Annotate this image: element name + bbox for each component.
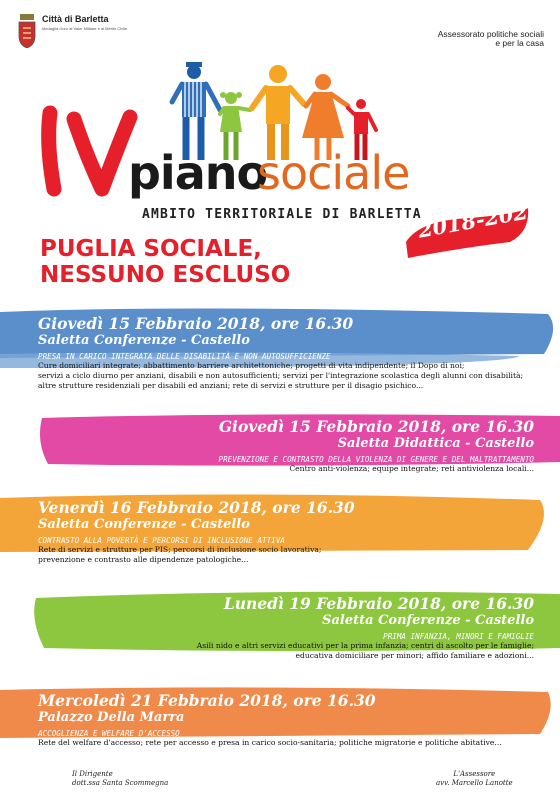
event-4-place: Saletta Conferenze - Castello [322, 613, 534, 628]
dirigente-name: dott.ssa Santa Scommegna [72, 779, 169, 787]
logo-word-sociale: sociale [257, 146, 410, 200]
event-4-line-1: Asili nido e altri servizi educativi per la prima infanzia; centri di ascolto per le famiglie; [196, 641, 534, 650]
event-2-date: Giovedì 15 Febbraio 2018, ore 16.30 [218, 417, 534, 436]
event-band-5 [0, 686, 560, 756]
event-3-date: Venerdì 16 Febbraio 2018, ore 16.30 [38, 498, 355, 517]
event-5-topic: ACCOGLIENZA E WELFARE D'ACCESSO [38, 729, 180, 738]
event-1-line-3: altre strutture residenziali per disabili ed anziani; rete di servizi e strutture per il disagio psichico... [38, 381, 424, 390]
years-label: 2018-2020 [416, 196, 545, 243]
event-3-line-2: prevenzione e contrasto alle dipendenze patologiche... [38, 555, 249, 564]
event-5-date: Mercoledì 21 Febbraio 2018, ore 16.30 [38, 691, 376, 710]
city-name: Città di Barletta [42, 14, 109, 24]
event-4-date: Lunedì 19 Febbraio 2018, ore 16.30 [223, 594, 534, 613]
event-1-topic: PRESA IN CARICO INTEGRATA DELLE DISABILITÀ E NON AUTOSUFFICIENZE [38, 352, 331, 361]
event-2-line-1: Centro anti-violenza; equipe integrate; reti antiviolenza locali... [289, 464, 534, 473]
dirigente-role: Il Dirigente [72, 770, 113, 778]
ambito-territoriale-label: AMBITO TERRITORIALE DI BARLETTA [142, 207, 422, 222]
event-3-line-1: Rete di servizi e strutture per PIS; percorsi di inclusione socio lavorativa; [38, 545, 322, 554]
logo-word-piano: piano [128, 146, 268, 200]
assessorato-line-2: e per la casa [495, 38, 544, 48]
event-4-line-2: educativa domiciliare per minori; affido familiare e adozioni... [295, 651, 534, 660]
event-1-place: Saletta Conferenze - Castello [38, 333, 250, 348]
assessore-name: avv. Marcello Lanotte [436, 779, 513, 787]
signature-assessore [436, 770, 513, 788]
event-5-line-1: Rete del welfare d'accesso; rete per accesso e presa in carico socio-sanitaria; politiche migratorie e politiche abitative... [38, 738, 502, 747]
event-2-topic: PREVENZIONE E CONTRASTO DELLA VIOLENZA DI GENERE E DEL MALTRATTAMENTO [218, 455, 534, 464]
event-band-1 [0, 308, 560, 408]
event-1-line-2: servizi a ciclo diurno per anziani, disabili e non autosufficienti; servizi per l'integrazione scolastica degli alunni con disabilità; [38, 371, 524, 380]
assessore-role: L'Assessore [453, 770, 496, 778]
event-4-topic: PRIMA INFANZIA, MINORI E FAMIGLIE [383, 632, 534, 641]
event-band-4 [0, 590, 560, 674]
event-band-3 [0, 492, 560, 576]
city-subtitle: Medaglia d'oro al Valor Militare e al Merito Civile [42, 26, 128, 31]
event-1-date: Giovedì 15 Febbraio 2018, ore 16.30 [38, 314, 354, 333]
slogan-line-1: PUGLIA SOCIALE, [40, 236, 262, 262]
assessorato-label [394, 30, 544, 48]
city-crest-icon [18, 14, 36, 48]
event-1-line-1: Cure domiciliari integrate; abbattimento barriere architettoniche; progetti di vita indipendente; il Dopo di noi; [38, 361, 465, 370]
event-2-place: Saletta Didattica - Castello [337, 436, 534, 451]
signature-dirigente [72, 770, 168, 788]
roman-numeral-iv [40, 105, 140, 197]
event-5-place: Palazzo Della Marra [38, 710, 185, 725]
slogan-line-2: NESSUNO ESCLUSO [40, 262, 291, 288]
event-band-2 [0, 412, 560, 484]
assessorato-line-1: Assessorato politiche sociali [437, 29, 544, 39]
slogan [40, 236, 290, 288]
event-3-place: Saletta Conferenze - Castello [38, 517, 250, 532]
event-3-topic: CONTRASTO ALLA POVERTÀ E PERCORSI DI INCLUSIONE ATTIVA [38, 536, 285, 545]
svg-text:IV: IV [40, 105, 42, 106]
